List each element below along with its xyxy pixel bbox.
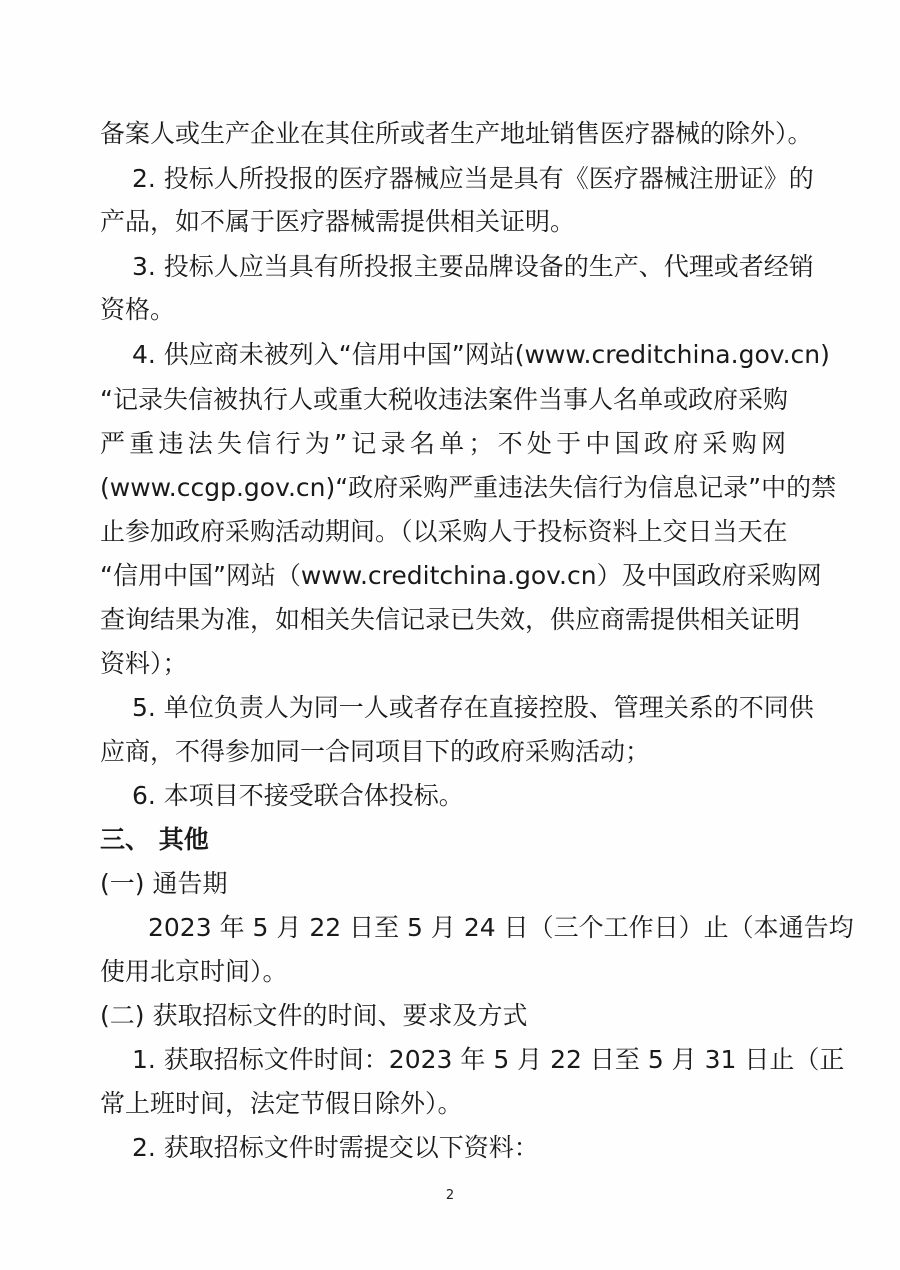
text-line-11: “信用中国”网站（www.creditchina.gov.cn）及中国政府采购网 xyxy=(100,561,822,590)
text-line-10: 止参加政府采购活动期间。（以采购人于投标资料上交日当天在 xyxy=(100,517,788,546)
text-line-working-hours: 常上班时间，法定节假日除外）。 xyxy=(100,1089,463,1118)
subsection-heading-notice-period: (一) 通告期 xyxy=(100,869,228,898)
text-line-12: 查询结果为准，如相关失信记录已失效，供应商需提供相关证明 xyxy=(100,605,801,634)
subsection-heading-obtain-documents: (二) 获取招标文件的时间、要求及方式 xyxy=(100,1001,528,1030)
text-line-2: 2. 投标人所投报的医疗器械应当是具有《医疗器械注册证》的 xyxy=(132,164,814,193)
section-heading-other: 三、 其他 xyxy=(100,825,209,854)
text-line-1: 备案人或生产企业在其住所或者生产地址销售医疗器械的除外）。 xyxy=(100,119,813,148)
text-line-13: 资料）； xyxy=(100,649,188,678)
text-line-15: 应商，不得参加同一合同项目下的政府采购活动； xyxy=(100,737,651,766)
text-line-5: 资格。 xyxy=(100,295,176,324)
page-number: 2 xyxy=(445,1188,455,1203)
text-line-notice-dates: 2023 年 5 月 22 日至 5 月 24 日（三个工作日）止（本通告均 xyxy=(148,913,854,942)
text-line-required-materials: 2. 获取招标文件时需提交以下资料： xyxy=(132,1133,539,1162)
text-line-obtain-time: 1. 获取招标文件时间：2023 年 5 月 22 日至 5 月 31 日止（正 xyxy=(132,1045,845,1074)
text-line-16: 6. 本项目不接受联合体投标。 xyxy=(132,781,464,810)
text-line-9: (www.ccgp.gov.cn)“政府采购严重违法失信行为信息记录”中的禁 xyxy=(100,473,837,502)
text-line-6: 4. 供应商未被列入“信用中国”网站(www.creditchina.gov.cn) xyxy=(132,340,830,369)
text-line-beijing-time: 使用北京时间）。 xyxy=(100,957,288,986)
text-line-7: “记录失信被执行人或重大税收违法案件当事人名单或政府采购 xyxy=(100,385,788,414)
text-line-14: 5. 单位负责人为同一人或者存在直接控股、管理关系的不同供 xyxy=(132,693,814,722)
text-line-3: 产品，如不属于医疗器械需提供相关证明。 xyxy=(100,207,576,236)
text-line-4: 3. 投标人应当具有所投报主要品牌设备的生产、代理或者经销 xyxy=(132,252,814,281)
text-line-8: 严重违法失信行为”记录名单；不处于中国政府采购网 xyxy=(100,429,786,458)
